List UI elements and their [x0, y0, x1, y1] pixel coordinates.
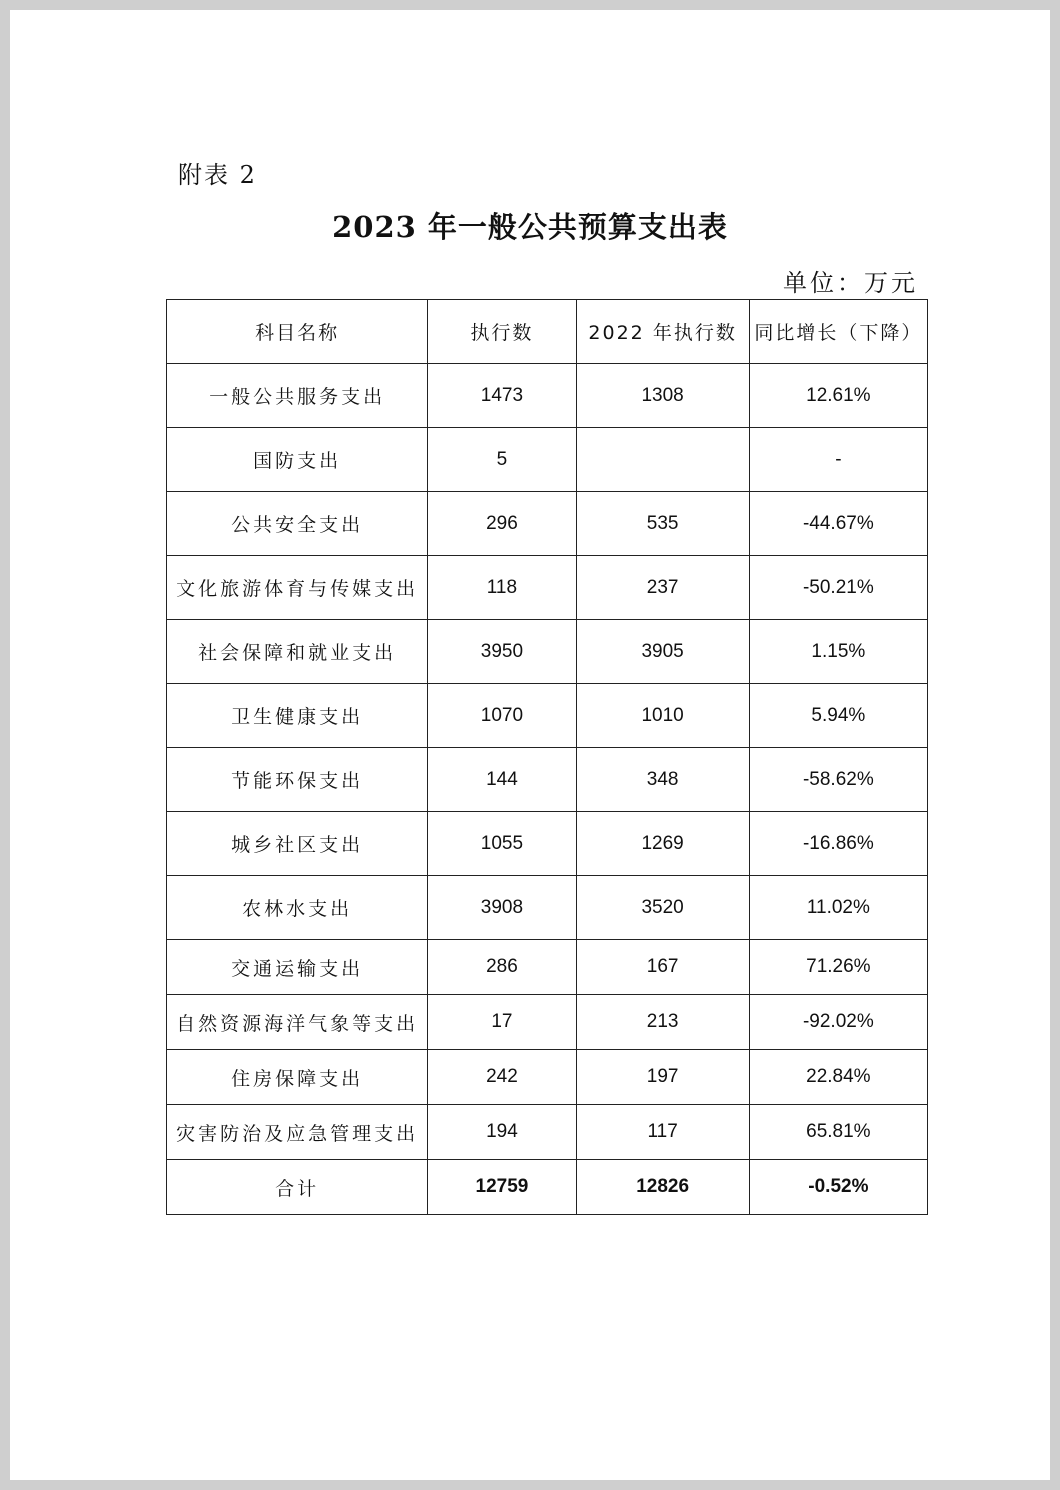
row-change: -50.21%	[749, 556, 927, 620]
row-name: 灾害防治及应急管理支出	[167, 1105, 428, 1160]
row-change: 5.94%	[749, 684, 927, 748]
row-previous: 117	[576, 1105, 749, 1160]
row-change: 12.61%	[749, 364, 927, 428]
header-item-name: 科目名称	[167, 300, 428, 364]
header-executed: 执行数	[428, 300, 576, 364]
row-executed: 17	[428, 995, 576, 1050]
row-name: 文化旅游体育与传媒支出	[167, 556, 428, 620]
row-name: 城乡社区支出	[167, 812, 428, 876]
row-previous: 3520	[576, 876, 749, 940]
row-executed: 144	[428, 748, 576, 812]
row-previous: 237	[576, 556, 749, 620]
row-previous: 3905	[576, 620, 749, 684]
row-executed: 194	[428, 1105, 576, 1160]
row-previous: 1269	[576, 812, 749, 876]
row-change: 1.15%	[749, 620, 927, 684]
table-row	[167, 812, 928, 876]
row-name: 卫生健康支出	[167, 684, 428, 748]
header-change: 同比增长（下降）	[749, 300, 927, 364]
unit-label: 单位：万元	[783, 269, 918, 297]
row-change: 11.02%	[749, 876, 927, 940]
row-change: 71.26%	[749, 940, 927, 995]
budget-expenditure-table	[166, 299, 928, 1215]
document-page	[10, 10, 1050, 1480]
row-executed: 242	[428, 1050, 576, 1105]
row-change: 22.84%	[749, 1050, 927, 1105]
table-row	[167, 940, 928, 995]
row-previous: 535	[576, 492, 749, 556]
row-name: 自然资源海洋气象等支出	[167, 995, 428, 1050]
table-row	[167, 556, 928, 620]
total-previous: 12826	[576, 1160, 749, 1215]
row-executed: 118	[428, 556, 576, 620]
row-change: -16.86%	[749, 812, 927, 876]
row-name: 一般公共服务支出	[167, 364, 428, 428]
table-header-row	[167, 300, 928, 364]
row-previous: 348	[576, 748, 749, 812]
total-change: -0.52%	[749, 1160, 927, 1215]
row-name: 公共安全支出	[167, 492, 428, 556]
row-change: -58.62%	[749, 748, 927, 812]
row-change: -44.67%	[749, 492, 927, 556]
row-executed: 5	[428, 428, 576, 492]
row-executed: 1055	[428, 812, 576, 876]
row-previous: 1308	[576, 364, 749, 428]
row-name: 社会保障和就业支出	[167, 620, 428, 684]
row-name: 农林水支出	[167, 876, 428, 940]
row-executed: 1070	[428, 684, 576, 748]
table-row	[167, 684, 928, 748]
table-row	[167, 748, 928, 812]
row-executed: 3950	[428, 620, 576, 684]
row-executed: 286	[428, 940, 576, 995]
table-row	[167, 428, 928, 492]
table-row	[167, 1050, 928, 1105]
total-executed: 12759	[428, 1160, 576, 1215]
table-row	[167, 1105, 928, 1160]
table-total-row	[167, 1160, 928, 1215]
table-row	[167, 995, 928, 1050]
table-row	[167, 492, 928, 556]
row-executed: 296	[428, 492, 576, 556]
table-row	[167, 876, 928, 940]
row-executed: 1473	[428, 364, 576, 428]
row-name: 交通运输支出	[167, 940, 428, 995]
row-name: 节能环保支出	[167, 748, 428, 812]
row-previous: 1010	[576, 684, 749, 748]
row-change: -92.02%	[749, 995, 927, 1050]
row-previous	[576, 428, 749, 492]
row-change: 65.81%	[749, 1105, 927, 1160]
row-executed: 3908	[428, 876, 576, 940]
total-label: 合计	[167, 1160, 428, 1215]
row-previous: 213	[576, 995, 749, 1050]
row-change: -	[749, 428, 927, 492]
header-previous-year: 2022 年执行数	[576, 300, 749, 364]
row-name: 住房保障支出	[167, 1050, 428, 1105]
row-previous: 197	[576, 1050, 749, 1105]
table-row	[167, 364, 928, 428]
row-previous: 167	[576, 940, 749, 995]
page-title: 2023 年一般公共预算支出表	[332, 210, 728, 244]
row-name: 国防支出	[167, 428, 428, 492]
appendix-label: 附表 2	[178, 161, 257, 189]
table-row	[167, 620, 928, 684]
